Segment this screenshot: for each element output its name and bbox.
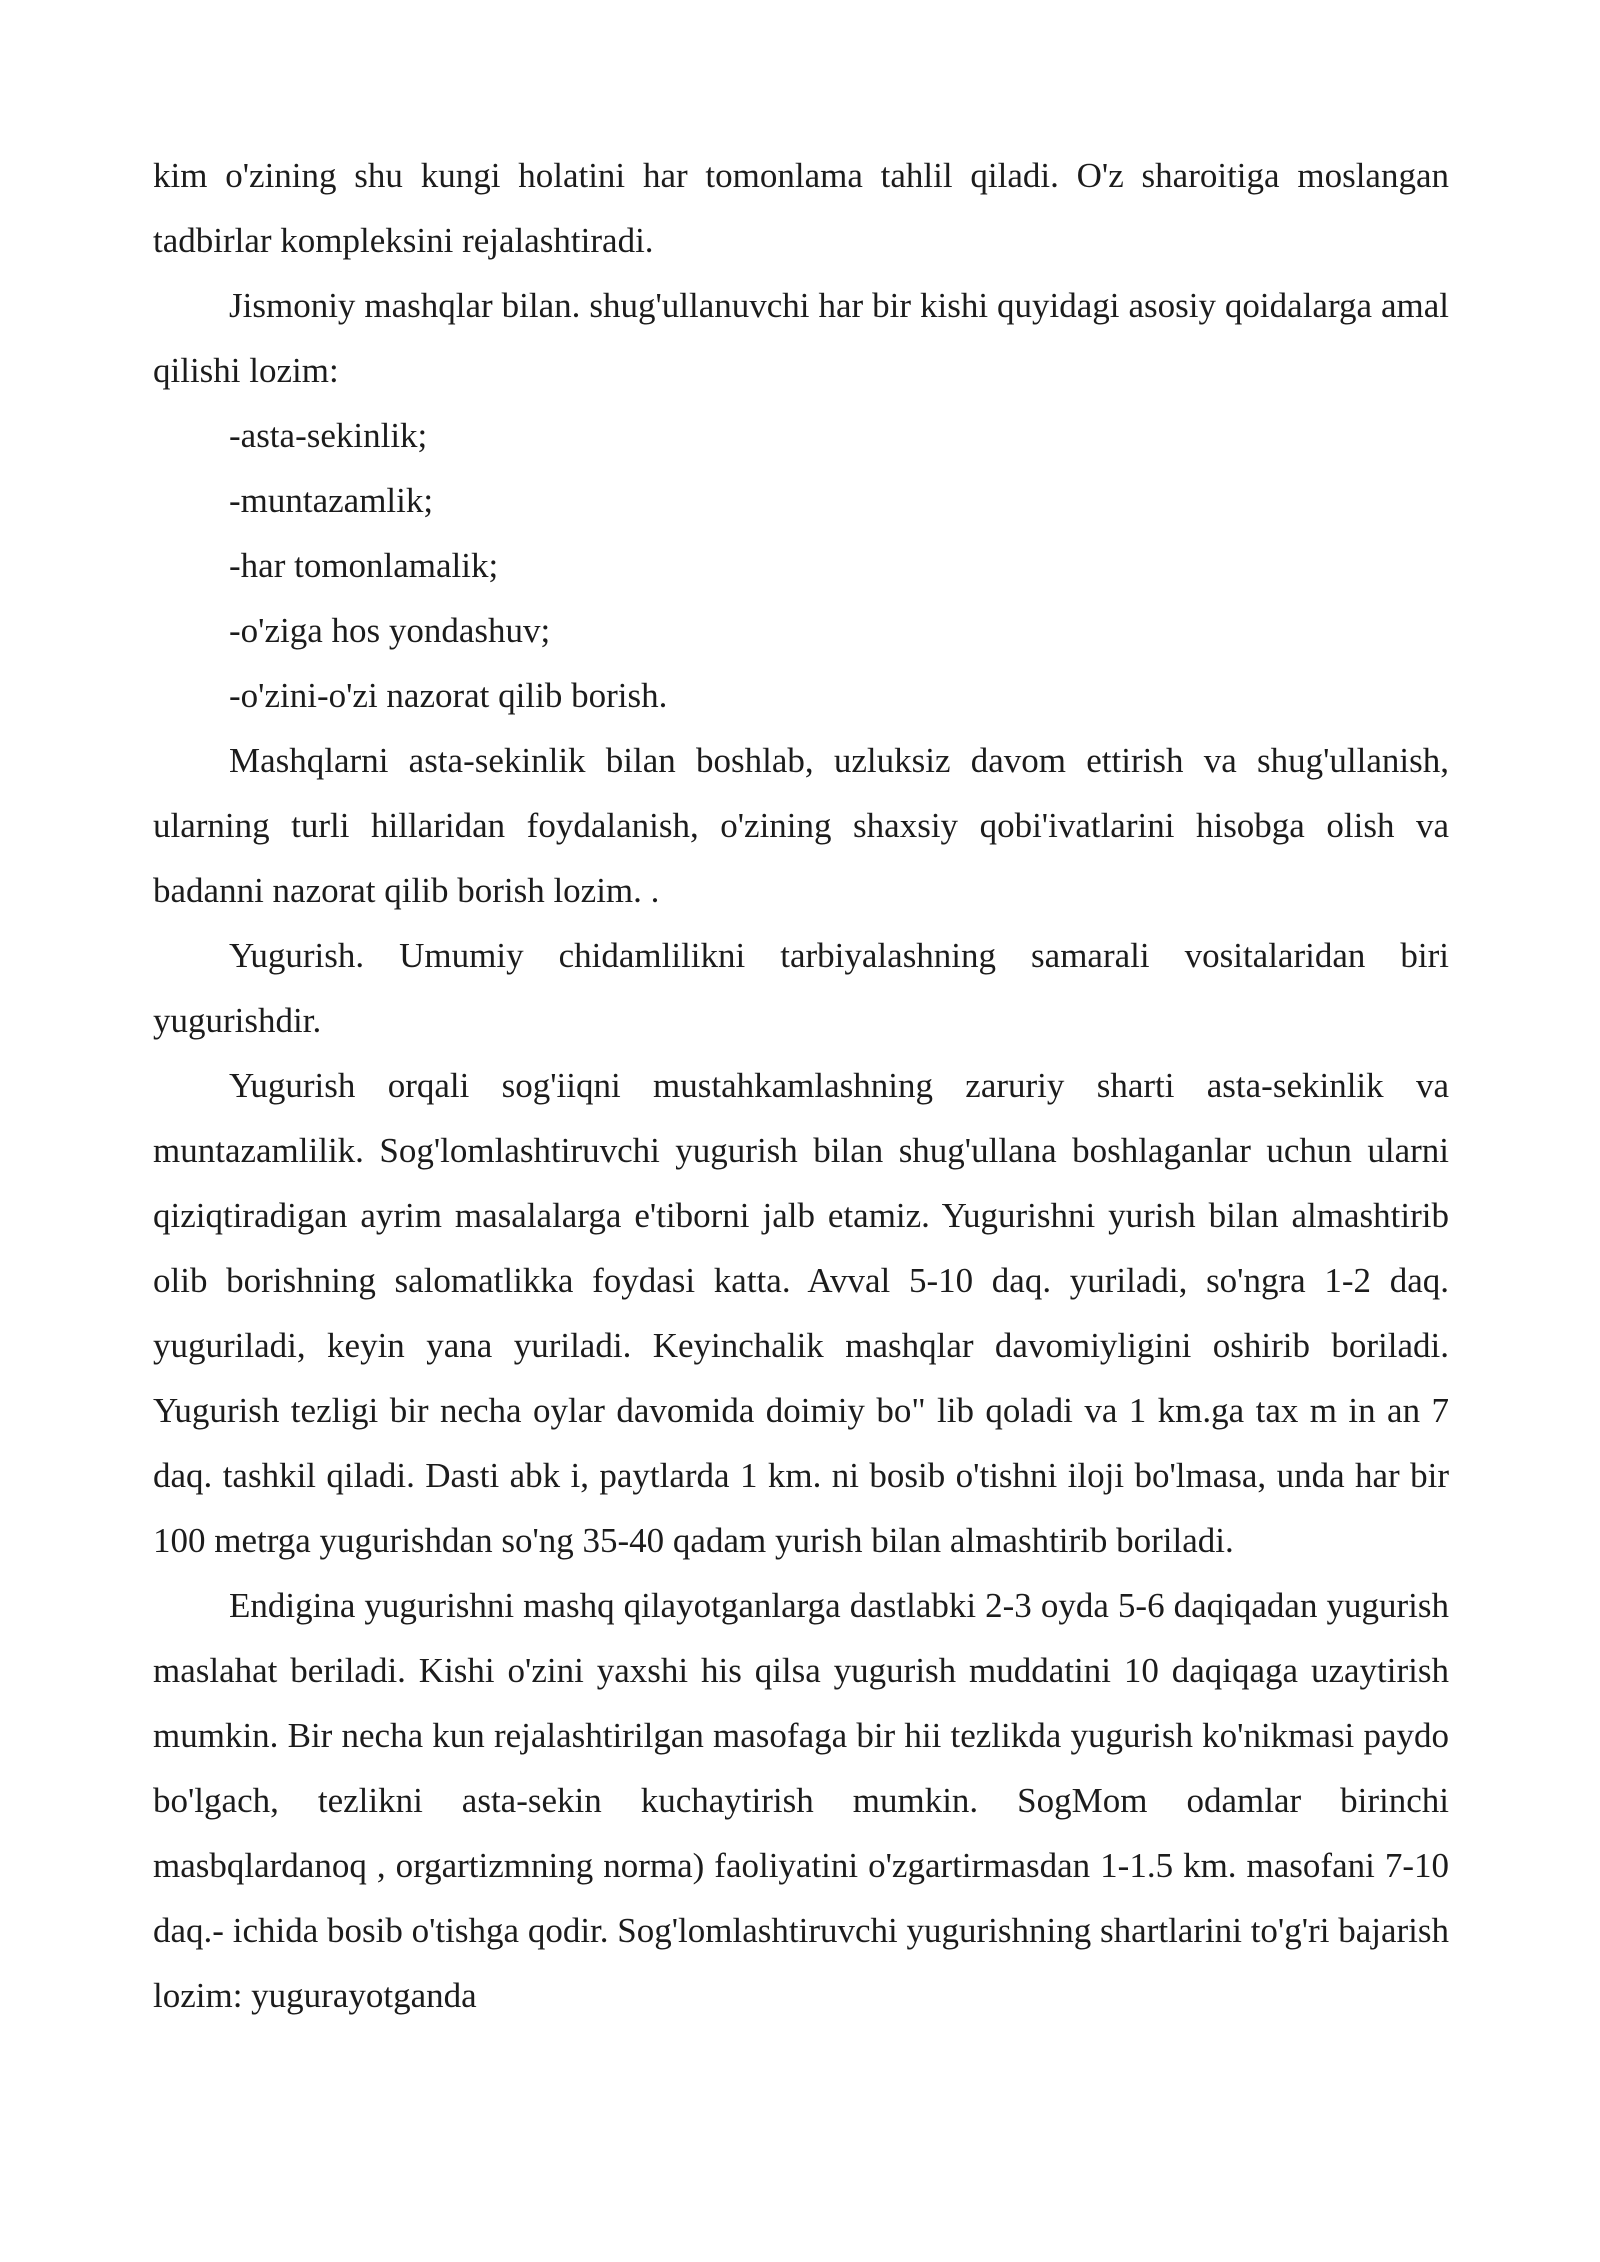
paragraph-continuation: kim o'zining shu kungi holatini har tomonlama tahlil qiladi. O'z sharoitiga moslangan tadbirlar kompleksini rejalashtiradi. (153, 156, 1449, 260)
rule-item-individual-approach: -o'ziga hos yondashuv; (229, 611, 551, 650)
paragraph-running-beginners: Endigina yugurishni mashq qilayotganlarga dastlabki 2-3 oyda 5-6 daqiqadan yugurish maslahat beriladi. Kishi o'zini yaxshi his qilsa yugurish muddatini 10 daqiqaga uzaytirish mumkin. Bir necha kun rejalashtirilgan masofaga bir hii tezlikda yugurish ko'nikmasi paydo bo'lgach, tezlikni asta-sekin kuchaytirish mumkin. SogMom odamlar birinchi masbqlardanoq , orgartizmning norma) faoliyatini o'zgartirmasdan 1-1.5 km. masofani 7-10 daq.- ichida bosib o'tishga qodir. Sog'lomlashtiruvchi yugurishning shartlarini to'g'ri bajarish lozim: yugurayotganda (153, 1586, 1449, 2015)
rule-item-comprehensiveness: -har tomonlamalik; (229, 546, 499, 585)
paragraph-running-health: Yugurish orqali sog'iiqni mustahkamlashning zaruriy sharti asta-sekinlik va muntazamlilik. Sog'lomlashtiruvchi yugurish bilan shug'ullana boshlaganlar uchun ularni qiziqtiradigan ayrim masalalarga e'tiborni jalb etamiz. Yugurishni yurish bilan almashtirib olib borishning salomatlikka foydasi katta. Avval 5-10 daq. yuriladi, so'ngra 1-2 daq. yuguriladi, keyin yana yuriladi. Keyinchalik mashqlar davomiyligini oshirib boriladi. Yugurish tezligi bir necha oylar davomida doimiy bo" lib qoladi va 1 km.ga tax m in an 7 daq. tashkil qiladi. Dasti abk i, paytlarda 1 km. ni bosib o'tishni iloji bo'lmasa, unda har bir 100 metrga yugurishdan so'ng 35-40 qadam yurish bilan almashtirib boriladi. (153, 1066, 1449, 1560)
paragraph-running-intro: Yugurish. Umumiy chidamlilikni tarbiyalashning samarali vositalaridan biri yugurishdir. (153, 936, 1449, 1040)
paragraph-rules-intro: Jismoniy mashqlar bilan. shug'ullanuvchi har bir kishi quyidagi asosiy qoidalarga amal qilishi lozim: (153, 286, 1449, 390)
document-body (153, 143, 1449, 2028)
rule-item-gradualness: -asta-sekinlik; (229, 416, 428, 455)
rule-item-regularity: -muntazamlik; (229, 481, 434, 520)
paragraph-exercise-advice: Mashqlarni asta-sekinlik bilan boshlab, uzluksiz davom ettirish va shug'ullanish, ularning turli hillaridan foydalanish, o'zining shaxsiy qobi'ivatlarini hisobga olish va badanni nazorat qilib borish lozim. . (153, 741, 1449, 910)
rule-item-self-control: -o'zini-o'zi nazorat qilib borish. (229, 676, 668, 715)
